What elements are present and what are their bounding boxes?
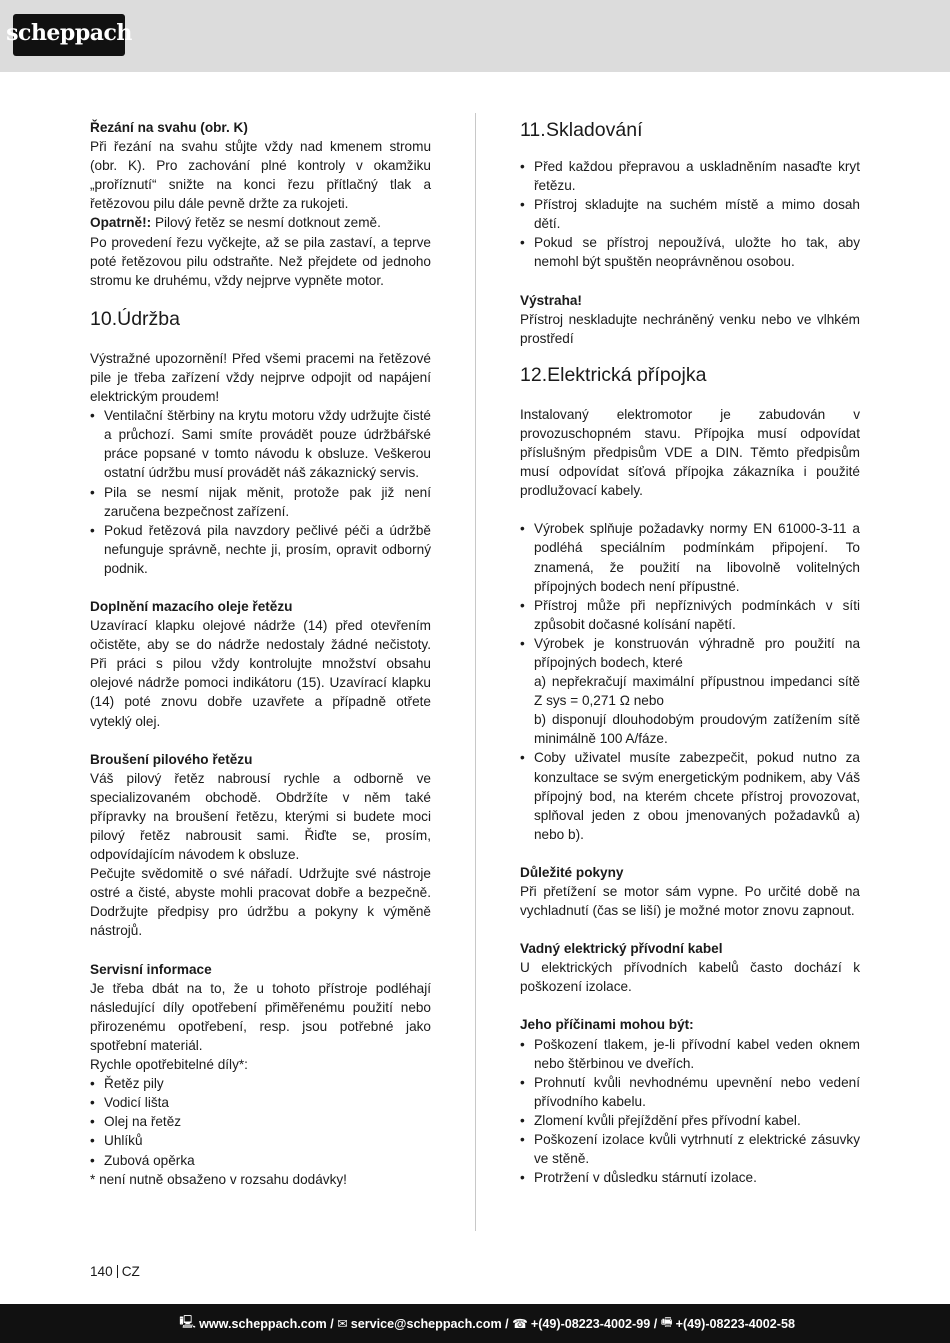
list-item: • Pokud řetězová pila navzdory pečlivé péči a údržbě nefunguje správně, nechte ji, prosím, opravit odborný podnik. xyxy=(90,521,431,578)
section-12-title: Elektrická přípojka xyxy=(547,363,707,386)
important-paragraph: Při přetížení se motor sám vypne. Po určité době na vychladnutí (čas se liší) je možné motor znovu zapnout. xyxy=(520,884,860,919)
website-link[interactable]: www.scheppach.com / xyxy=(199,1316,334,1331)
page-separator xyxy=(117,1265,118,1278)
important-heading: Důležité pokyny xyxy=(520,864,624,880)
section-11-number: 11. xyxy=(520,119,546,141)
causes-list xyxy=(520,1035,860,1188)
list-item: • Před každou přepravou a uskladněním nasaďte kryt řetězu. xyxy=(520,157,860,195)
list-item-intro: • Výrobek je konstruován výhradně pro použití na přípojných bodech, které xyxy=(534,635,860,670)
list-item: • Coby uživatel musíte zabezpečit, pokud nutno za konzultace se svým energetickým podnikem, aby Váš přípojný bod, na kterém chcete přístroj provozovat, splňoval jeden z obou jmenovaných požadavků a) nebo b). xyxy=(520,748,860,843)
list-item xyxy=(520,634,860,749)
maintenance-intro: Výstražné upozornění! Před všemi pracemi na řetězové pile je třeba zařízení vždy nejprve odpojit od napájení elektrickým proudem! xyxy=(90,350,431,405)
warning-paragraph: Přístroj neskladujte nechráněný venku nebo ve vlhkém prostředí xyxy=(520,311,860,346)
caution-text: Pilový řetěz se nesmí dotknout země. xyxy=(151,215,381,231)
header-bar xyxy=(0,0,950,72)
slope-paragraph-1: Při řezání na svahu stůjte vždy nad kmenem stromu (obr. K). Pro zachování plné kontroly v okamžiku „proříznutí“ snižte na konci řezu přítlačný tlak a řetězovou pilu dále pevně držte za rukojeti. xyxy=(90,139,431,212)
section-11-heading xyxy=(520,118,860,142)
fax-number: +(49)-08223-4002-58 xyxy=(675,1316,795,1331)
oil-paragraph: Uzavírací klapku olejové nádrže (14) před otevřením očistěte, aby se do nádrže nedostaly žádné nečistoty. Při práci s pilou vždy kontrolujte množství obsahu olejové nádrže pomoci indikátoru (15). Uzavírací klapku (14) poté znovu dobře uzavřete a případně otřete vyteklý olej. xyxy=(90,618,431,729)
list-item-option-a: a) nepřekračují maximální přípustnou impedanci sítě Z sys = 0,271 Ω nebo xyxy=(534,674,860,709)
electrical-intro: Instalovaný elektromotor je zabudován v provozuschopném stavu. Přípojka musí odpovídat příslušným předpisům VDE a DIN. Těmto předpisům musí odpovídat síťová přípojka zákazníka i použité prodlužovací kabely. xyxy=(520,406,860,499)
column-divider xyxy=(475,113,476,1231)
section-10-heading xyxy=(90,307,431,331)
list-item: • Řetěz pily xyxy=(90,1074,431,1093)
contact-bar xyxy=(0,1304,950,1343)
right-column xyxy=(520,118,860,1187)
section-12-number: 12. xyxy=(520,363,548,386)
warning-heading: Výstraha! xyxy=(520,292,582,308)
grinding-paragraph-2: Pečujte svědomitě o své nářadí. Udržujte své nástroje ostré a čisté, abyste mohli pracovat dobře a bezpečně. Dodržujte předpisy pro údržbu a pokyny k výměně nástrojů. xyxy=(90,866,431,939)
cable-paragraph: U elektrických přívodních kabelů často dochází k poškození izolace. xyxy=(520,960,860,995)
slope-heading: Řezání na svahu (obr. K) xyxy=(90,120,248,135)
electrical-list xyxy=(520,519,860,844)
cable-heading: Vadný elektrický přívodní kabel xyxy=(520,941,723,957)
maintenance-list xyxy=(90,406,431,578)
caution-label: Opatrně!: xyxy=(90,215,152,231)
list-item: • Pokud se přístroj nepoužívá, uložte ho tak, aby nemohl být spuštěn neoprávněnou osobou. xyxy=(520,233,860,271)
page-number: 140 xyxy=(90,1264,113,1279)
list-item: • Pila se nesmí nijak měnit, protože pak již není zaručena bezpečnost zařízení. xyxy=(90,483,431,521)
scheppach-logo: scheppach xyxy=(13,14,125,56)
email-icon: ✉ xyxy=(337,1317,348,1331)
list-item: • Výrobek splňuje požadavky normy EN 61000-3-11 a podléhá speciálním podmínkám připojení. To znamená, že použití na libovolně volitelných přípojných bodech není přípustné. xyxy=(520,519,860,595)
list-item: • Poškození izolace kvůli vytrhnutí z elektrické zásuvky ve stěně. xyxy=(520,1130,860,1168)
list-item: • Přístroj skladujte na suchém místě a mimo dosah dětí. xyxy=(520,195,860,233)
list-item: • Poškození tlakem, je-li přívodní kabel veden oknem nebo štěrbinou ve dveřích. xyxy=(520,1035,860,1073)
section-12-heading xyxy=(520,363,860,387)
section-11-title: Skladování xyxy=(546,119,643,141)
list-item: • Vodicí lišta xyxy=(90,1093,431,1112)
grinding-paragraph-1: Váš pilový řetěz nabrousí rychle a odborně ve specializovaném obchodě. Obdržíte v něm také přípravky na broušení řetězu, kterými si budete moci pilový řetěz nabrousit sami. Řiďte se, prosím, odpovídajícím návodem k obsluze. xyxy=(90,770,431,863)
section-10-title: Údržba xyxy=(117,307,180,330)
causes-heading: Jeho příčinami mohou být: xyxy=(520,1017,694,1033)
list-item: • Zlomení kvůli přejíždění přes přívodní kabel. xyxy=(520,1111,860,1130)
fax-icon: 🖷 xyxy=(660,1315,673,1329)
list-item-option-b: b) disponují dlouhodobým proudovým zatížením sítě minimálně 100 A/fáze. xyxy=(534,712,860,747)
oil-heading: Doplnění mazacího oleje řetězu xyxy=(90,598,293,614)
slope-paragraph-2: Po provedení řezu vyčkejte, až se pila zastaví, a teprve poté řetězovou pilu odstraňte. Než přejdete od jednoho stromu ke druhému, vždy nejprve vypněte motor. xyxy=(90,234,431,288)
service-paragraph: Je třeba dbát na to, že u tohoto přístroje podléhají následující díly opotřebení přiměřenému použití nebo přirozenému opotřebení, resp. jsou potřebné jako spotřební materiál. xyxy=(90,980,431,1053)
list-item: • Uhlíků xyxy=(90,1131,431,1150)
computer-icon: 🖳 xyxy=(179,1315,197,1329)
wear-parts-intro: Rychle opotřebitelné díly*: xyxy=(90,1057,248,1073)
list-item: • Protržení v důsledku stárnutí izolace. xyxy=(520,1168,860,1187)
left-column xyxy=(90,118,431,1189)
grinding-heading: Broušení pilového řetězu xyxy=(90,751,253,767)
list-item: • Zubová opěrka xyxy=(90,1151,431,1170)
caution-line xyxy=(90,213,431,232)
service-heading: Servisní informace xyxy=(90,961,212,977)
list-item: • Ventilační štěrbiny na krytu motoru vždy udržujte čisté a průchozí. Sami smíte provádět pouze údržbářské práce popsané v tomto návodu k obsluze. Veškerou ostatní údržbu musí provádět náš zákaznický servis. xyxy=(90,406,431,482)
list-item: • Přístroj může při nepříznivých podmínkách v síti způsobit dočasné kolísání napětí. xyxy=(520,596,860,634)
phone-icon: ☎ xyxy=(512,1317,528,1331)
storage-list xyxy=(520,157,860,272)
phone-number: +(49)-08223-4002-99 / xyxy=(530,1316,658,1331)
language-code: CZ xyxy=(121,1264,140,1279)
page-footer xyxy=(90,1264,140,1279)
section-10-number: 10. xyxy=(90,307,118,330)
wear-parts-list xyxy=(90,1074,431,1169)
email-link[interactable]: service@scheppach.com / xyxy=(350,1316,509,1331)
list-item: • Prohnutí kvůli nevhodnému upevnění nebo vedení přívodního kabelu. xyxy=(520,1073,860,1111)
list-item: • Olej na řetěz xyxy=(90,1112,431,1131)
wear-parts-note: * není nutně obsaženo v rozsahu dodávky! xyxy=(90,1171,347,1187)
